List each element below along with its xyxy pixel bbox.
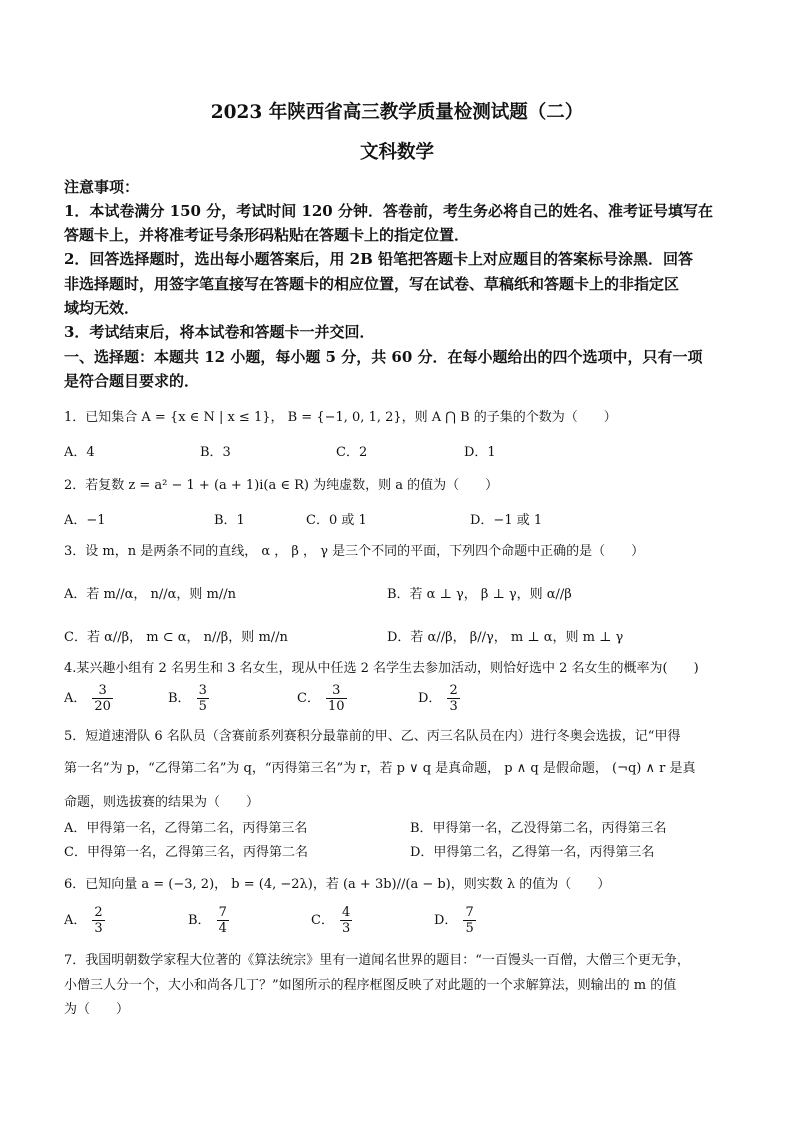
option-label: A．	[64, 913, 87, 928]
option-label: C．	[311, 913, 334, 928]
numerator: 3	[198, 683, 207, 698]
question-4-stem: 4.某兴趣小组有 2 名男生和 3 名女生，现从中任选 2 名学生去参加活动，则恰好选中 2 名女生的概率为( )	[64, 661, 699, 676]
denominator: 3	[341, 921, 351, 936]
option-label: B．	[188, 913, 211, 928]
denominator: 5	[465, 921, 474, 936]
option-label: D．	[434, 913, 458, 928]
question-5-line: 5．短道速滑队 6 名队员（含赛前系列赛积分最靠前的甲、乙、丙三名队员在内）进行冬奥会选拔，记“甲得	[64, 729, 681, 744]
q4-option-a	[64, 683, 113, 714]
notice-line: 域均无效．	[64, 299, 140, 317]
section-heading: 一、选择题：本题共 12 小题，每小题 5 分，共 60 分．在每小题给出的四个选项中，只有一项	[64, 348, 703, 366]
option-label: C．	[297, 691, 320, 706]
question-6-stem: 6．已知向量 a = (−3, 2)， b = (4, −2λ)，若 (a + 3b)//(a − b)，则实数 λ 的值为（ ）	[64, 877, 611, 892]
numerator: 7	[465, 905, 474, 920]
q4-option-c	[297, 683, 347, 714]
option-label: B．	[168, 691, 191, 706]
q3-option-b: B．若 α ⊥ γ， β ⊥ γ，则 α//β	[387, 587, 572, 602]
question-1-stem: 1．已知集合 A = {x ∈ N | x ≤ 1}， B = {−1, 0, 1, 2}，则 A ⋂ B 的子集的个数为（ ）	[64, 410, 617, 425]
q6-option-d	[434, 905, 476, 936]
q5-option-b: B．甲得第一名，乙没得第二名，丙得第三名	[410, 821, 667, 836]
notice-heading: 注意事项：	[64, 178, 140, 196]
fraction	[447, 683, 459, 714]
denominator: 3	[94, 921, 103, 936]
numerator: 7	[218, 905, 227, 920]
q1-option-c: C．2	[336, 445, 368, 460]
q2-option-d: D．−1 或 1	[470, 513, 543, 528]
q3-option-d: D．若 α//β， β//γ， m ⊥ α，则 m ⊥ γ	[387, 630, 624, 645]
q1-option-d: D．1	[464, 445, 496, 460]
numerator: 3	[92, 683, 113, 699]
notice-line: 3．考试结束后，将本试卷和答题卡一并交回．	[64, 323, 375, 341]
notice-line: 1．本试卷满分 150 分，考试时间 120 分钟．答卷前，考生务必将自己的姓名、准考证号填写在	[64, 202, 713, 220]
q2-option-c: C．0 或 1	[306, 513, 367, 528]
fraction	[217, 905, 229, 936]
fraction	[326, 683, 347, 714]
fraction	[340, 905, 352, 936]
fraction	[197, 683, 209, 714]
q5-option-a: A．甲得第一名，乙得第二名，丙得第三名	[64, 821, 308, 836]
exam-title: 2023 年陕西省高三教学质量检测试题（二）	[210, 102, 584, 123]
option-label: D．	[418, 691, 442, 706]
question-3-stem: 3．设 m，n 是两条不同的直线， α ， β ， γ 是三个不同的平面，下列四个命题中正确的是（ ）	[64, 544, 645, 559]
notice-line: 答题卡上，并将准考证号条形码粘贴在答题卡上的指定位置．	[64, 226, 470, 244]
question-7-line: 7．我国明朝数学家程大位著的《算法统宗》里有一道闻名世界的题目：“一百馒头一百僧，大僧三个更无争，	[64, 953, 690, 968]
q5-option-c: C．甲得第一名，乙得第三名，丙得第二名	[64, 845, 308, 860]
fraction	[92, 683, 113, 714]
q2-option-a: A．−1	[64, 513, 106, 528]
fraction	[463, 905, 475, 936]
q6-option-a	[64, 905, 105, 936]
numerator: 2	[94, 905, 103, 920]
notice-line: 2．回答选择题时，选出每小题答案后，用 2B 铅笔把答题卡上对应题目的答案标号涂黑．回答	[64, 250, 694, 268]
question-7-line: 小僧三人分一个，大小和尚各几丁？”如图所示的程序框图反映了对此题的一个求解算法，则输出的 m 的值	[64, 978, 677, 993]
numerator: 4	[341, 905, 351, 920]
numerator: 3	[326, 683, 347, 699]
option-label: A．	[64, 691, 87, 706]
numerator: 2	[449, 683, 458, 698]
q1-option-b: B．3	[200, 445, 231, 460]
q5-option-d: D．甲得第二名，乙得第一名，丙得第三名	[410, 845, 655, 860]
denominator: 4	[218, 921, 227, 936]
q6-option-b	[188, 905, 229, 936]
notice-line: 非选择题时，用签字笔直接写在答题卡的相应位置，写在试卷、草稿纸和答题卡上的非指定区	[64, 275, 680, 293]
exam-subtitle: 文科数学	[359, 142, 434, 163]
q6-option-c	[311, 905, 352, 936]
fraction	[92, 905, 104, 936]
denominator: 5	[198, 699, 207, 714]
question-7-line: 为（ ）	[64, 1002, 130, 1017]
q3-option-c: C．若 α//β， m ⊂ α， n//β，则 m//n	[64, 630, 288, 645]
denominator: 10	[327, 699, 345, 714]
q4-option-d	[418, 683, 460, 714]
denominator: 20	[94, 699, 111, 714]
q3-option-a: A．若 m//α， n//α，则 m//n	[64, 587, 237, 602]
denominator: 3	[449, 699, 458, 714]
q4-option-b	[168, 683, 209, 714]
q2-option-b: B．1	[214, 513, 245, 528]
question-2-stem: 2．若复数 z = a² − 1 + (a + 1)i(a ∈ R) 为纯虚数，则 a 的值为（ ）	[64, 478, 499, 493]
question-5-line: 第一名”为 p，“乙得第二名”为 q，“丙得第三名”为 r，若 p ∨ q 是真命题， p ∧ q 是假命题， (¬q) ∧ r 是真	[64, 761, 696, 776]
question-5-line: 命题，则选拔赛的结果为（ ）	[64, 795, 260, 810]
q1-option-a: A．4	[64, 445, 95, 460]
section-heading: 是符合题目要求的．	[64, 372, 200, 390]
